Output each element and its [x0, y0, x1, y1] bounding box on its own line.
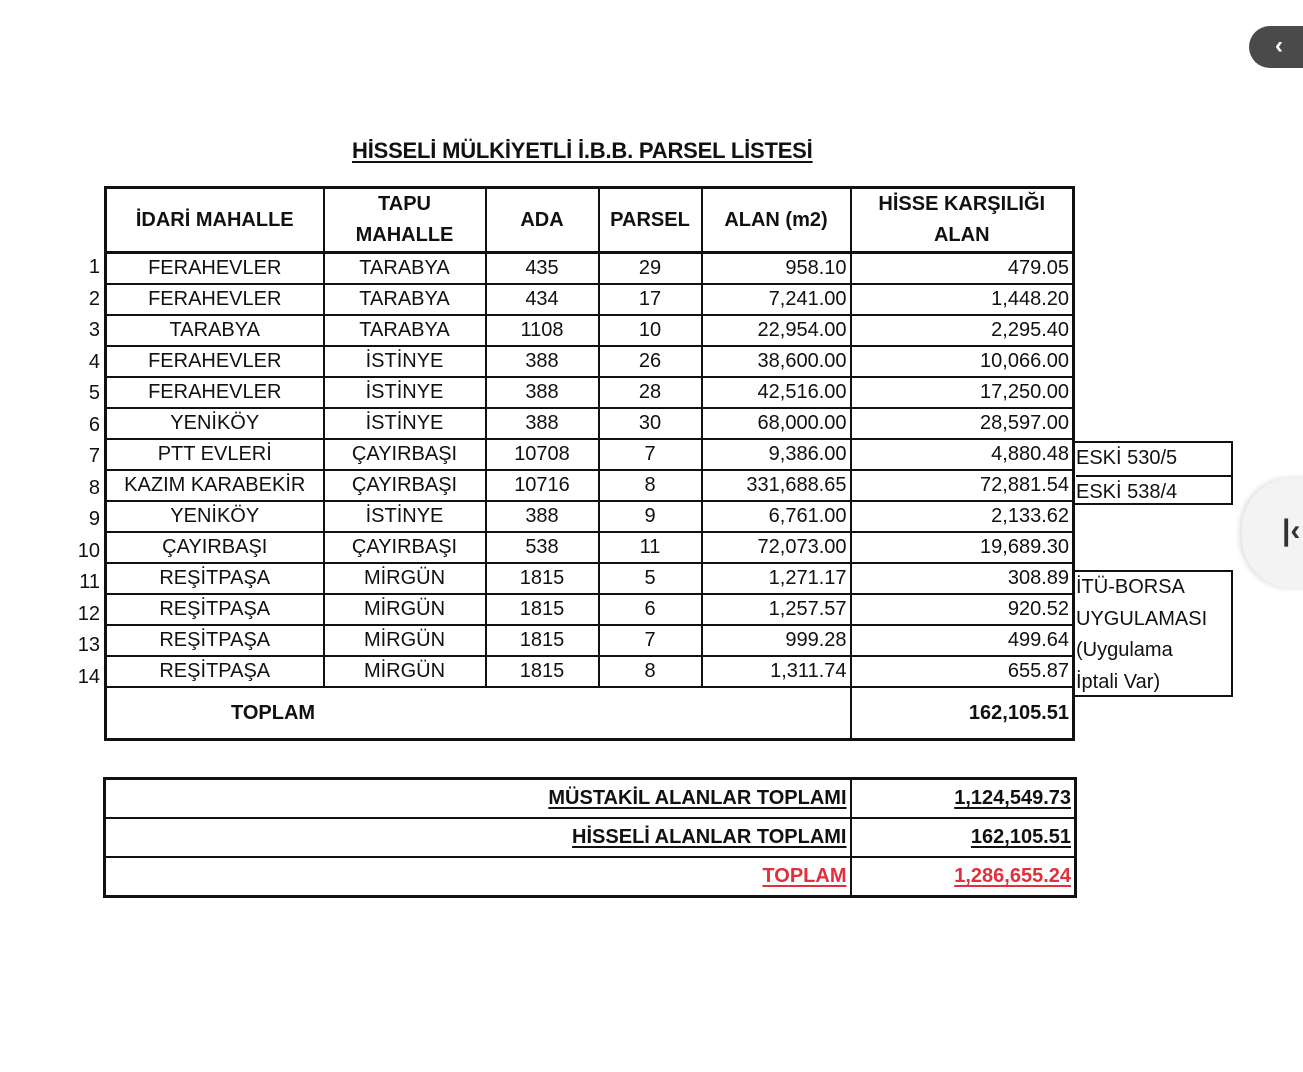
cell-idari-mahalle: YENİKÖY	[106, 408, 324, 439]
cell-ada: 388	[486, 377, 599, 408]
header-hisse	[851, 188, 1074, 253]
summary-value-text: 1,286,655.24	[954, 865, 1071, 887]
cell-ada: 1108	[486, 315, 599, 346]
total-value: 162,105.51	[851, 687, 1074, 740]
cell-hisse: 2,295.40	[851, 315, 1074, 346]
cell-ada: 388	[486, 501, 599, 532]
header-tapu-mahalle	[324, 188, 486, 253]
header-idari-mahalle: İDARİ MAHALLE	[106, 188, 324, 253]
note-eski-538: ESKİ 538/4	[1076, 480, 1178, 503]
summary-value-text: 1,124,549.73	[954, 787, 1071, 809]
cell-parsel: 11	[599, 532, 702, 563]
row-number: 6	[88, 413, 100, 436]
cell-hisse: 19,689.30	[851, 532, 1074, 563]
row-number: 9	[88, 508, 100, 530]
cell-ada: 434	[486, 284, 599, 315]
row-number: 13	[77, 634, 100, 656]
cell-alan: 68,000.00	[702, 408, 851, 439]
cell-ada: 388	[486, 346, 599, 377]
table-row	[106, 315, 1074, 346]
row-number: 7	[88, 445, 100, 467]
summary-label-text: TOPLAM	[762, 865, 847, 887]
cell-parsel: 10	[599, 315, 702, 346]
cell-alan: 42,516.00	[702, 377, 851, 408]
cell-parsel: 28	[599, 377, 702, 408]
cell-hisse: 72,881.54	[851, 470, 1074, 501]
cell-parsel: 8	[599, 470, 702, 501]
row-number: 1	[88, 256, 100, 278]
summary-value-text: 162,105.51	[970, 826, 1071, 848]
row-number: 11	[79, 571, 100, 593]
row-number: 14	[77, 665, 100, 688]
cell-alan: 1,257.57	[702, 594, 851, 625]
table-row	[106, 625, 1074, 656]
note-itu-line: (Uygulama	[1076, 639, 1173, 661]
cell-tapu-mahalle: TARABYA	[324, 253, 486, 285]
header-ada: ADA	[486, 188, 599, 253]
cell-alan: 958.10	[702, 253, 851, 285]
cell-tapu-mahalle: İSTİNYE	[324, 501, 486, 532]
row-number: 12	[77, 602, 100, 625]
cell-idari-mahalle: REŞİTPAŞA	[106, 656, 324, 687]
cell-tapu-mahalle: İSTİNYE	[324, 408, 486, 439]
cell-alan: 331,688.65	[702, 470, 851, 501]
cell-parsel: 26	[599, 346, 702, 377]
cell-parsel: 30	[599, 408, 702, 439]
cell-ada: 435	[486, 253, 599, 285]
cell-alan: 9,386.00	[702, 439, 851, 470]
cell-tapu-mahalle: İSTİNYE	[324, 377, 486, 408]
header-hisse-line1: HİSSE KARŞILIĞI	[878, 193, 1046, 215]
cell-idari-mahalle: REŞİTPAŞA	[106, 563, 324, 594]
cell-tapu-mahalle: TARABYA	[324, 284, 486, 315]
cell-ada: 10716	[486, 470, 599, 501]
cell-hisse: 17,250.00	[851, 377, 1074, 408]
note-box-eski	[1073, 441, 1233, 505]
row-number: 10	[77, 539, 100, 562]
cell-ada: 1815	[486, 656, 599, 687]
cell-parsel: 5	[599, 563, 702, 594]
row-number: 3	[88, 319, 100, 341]
cell-parsel: 8	[599, 656, 702, 687]
summary-table	[103, 777, 1077, 898]
table-row	[106, 656, 1074, 687]
cell-tapu-mahalle: MİRGÜN	[324, 563, 486, 594]
summary-row	[105, 818, 1076, 857]
cell-ada: 10708	[486, 439, 599, 470]
cell-idari-mahalle: REŞİTPAŞA	[106, 625, 324, 656]
cell-tapu-mahalle: ÇAYIRBAŞI	[324, 470, 486, 501]
cell-hisse: 10,066.00	[851, 346, 1074, 377]
table-row	[106, 377, 1074, 408]
summary-label	[105, 818, 851, 857]
cell-hisse: 4,880.48	[851, 439, 1074, 470]
cell-ada: 1815	[486, 594, 599, 625]
header-parsel: PARSEL	[599, 188, 702, 253]
cell-idari-mahalle: FERAHEVLER	[106, 377, 324, 408]
cell-idari-mahalle: PTT EVLERİ	[106, 439, 324, 470]
note-itu-line: İptali Var)	[1076, 670, 1161, 693]
table-row	[106, 284, 1074, 315]
table-row	[106, 501, 1074, 532]
cell-alan: 22,954.00	[702, 315, 851, 346]
cell-idari-mahalle: KAZIM KARABEKİR	[106, 470, 324, 501]
chevron-left-icon: ‹	[1275, 32, 1283, 59]
cell-tapu-mahalle: TARABYA	[324, 315, 486, 346]
cell-alan: 7,241.00	[702, 284, 851, 315]
summary-row	[105, 857, 1076, 897]
cell-ada: 1815	[486, 625, 599, 656]
row-number: 5	[88, 382, 100, 404]
summary-value	[851, 818, 1076, 857]
table-row	[106, 408, 1074, 439]
note-itu-line: UYGULAMASI	[1076, 607, 1208, 630]
cell-ada: 388	[486, 408, 599, 439]
summary-row	[105, 779, 1076, 819]
cell-tapu-mahalle: MİRGÜN	[324, 656, 486, 687]
summary-label	[105, 779, 851, 819]
header-hisse-line2: ALAN	[933, 224, 990, 246]
cell-hisse: 499.64	[851, 625, 1074, 656]
note-box-itu	[1073, 570, 1233, 697]
header-alan: ALAN (m2)	[702, 188, 851, 253]
cell-parsel: 7	[599, 439, 702, 470]
cell-hisse: 479.05	[851, 253, 1074, 285]
back-button[interactable]	[1249, 26, 1303, 68]
chevron-left-icon: |‹	[1282, 514, 1301, 547]
cell-parsel: 17	[599, 284, 702, 315]
cell-tapu-mahalle: MİRGÜN	[324, 594, 486, 625]
cell-alan: 6,761.00	[702, 501, 851, 532]
summary-value	[851, 857, 1076, 897]
cell-idari-mahalle: FERAHEVLER	[106, 253, 324, 285]
cell-alan: 1,311.74	[702, 656, 851, 687]
cell-ada: 538	[486, 532, 599, 563]
table-row	[106, 253, 1074, 285]
total-row	[106, 687, 1074, 740]
cell-idari-mahalle: FERAHEVLER	[106, 346, 324, 377]
table-row	[106, 439, 1074, 470]
header-tapu-line1: TAPU	[378, 193, 431, 215]
cell-hisse: 1,448.20	[851, 284, 1074, 315]
cell-idari-mahalle: TARABYA	[106, 315, 324, 346]
cell-tapu-mahalle: İSTİNYE	[324, 346, 486, 377]
cell-idari-mahalle: FERAHEVLER	[106, 284, 324, 315]
cell-alan: 72,073.00	[702, 532, 851, 563]
cell-tapu-mahalle: ÇAYIRBAŞI	[324, 532, 486, 563]
table-row	[106, 563, 1074, 594]
note-itu-line: İTÜ-BORSA	[1076, 576, 1185, 598]
cell-alan: 38,600.00	[702, 346, 851, 377]
row-number: 8	[88, 476, 100, 499]
cell-hisse: 28,597.00	[851, 408, 1074, 439]
table-row	[106, 346, 1074, 377]
table-row	[106, 470, 1074, 501]
header-tapu-line2: MAHALLE	[355, 224, 454, 246]
summary-label-text: MÜSTAKİL ALANLAR TOPLAMI	[548, 787, 847, 809]
summary-value	[851, 779, 1076, 819]
table-header-row	[106, 188, 1074, 253]
cell-hisse: 920.52	[851, 594, 1074, 625]
cell-hisse: 2,133.62	[851, 501, 1074, 532]
document-title: HİSSELİ MÜLKİYETLİ İ.B.B. PARSEL LİSTESİ	[352, 138, 813, 163]
cell-hisse: 655.87	[851, 656, 1074, 687]
table-row	[106, 532, 1074, 563]
row-number: 2	[88, 287, 100, 310]
total-label: TOPLAM	[106, 687, 851, 740]
cell-idari-mahalle: ÇAYIRBAŞI	[106, 532, 324, 563]
cell-idari-mahalle: REŞİTPAŞA	[106, 594, 324, 625]
cell-ada: 1815	[486, 563, 599, 594]
cell-alan: 1,271.17	[702, 563, 851, 594]
cell-parsel: 9	[599, 501, 702, 532]
side-panel-handle[interactable]	[1242, 478, 1303, 588]
note-eski-530: ESKİ 530/5	[1076, 443, 1231, 477]
cell-hisse: 308.89	[851, 563, 1074, 594]
row-number: 4	[88, 350, 100, 373]
parcel-table	[104, 186, 1075, 741]
cell-parsel: 29	[599, 253, 702, 285]
cell-parsel: 6	[599, 594, 702, 625]
summary-label-text: HİSSELİ ALANLAR TOPLAMI	[572, 826, 847, 848]
cell-idari-mahalle: YENİKÖY	[106, 501, 324, 532]
row-number-column	[68, 252, 102, 693]
summary-label	[105, 857, 851, 897]
table-row	[106, 594, 1074, 625]
cell-parsel: 7	[599, 625, 702, 656]
cell-tapu-mahalle: ÇAYIRBAŞI	[324, 439, 486, 470]
cell-tapu-mahalle: MİRGÜN	[324, 625, 486, 656]
cell-alan: 999.28	[702, 625, 851, 656]
